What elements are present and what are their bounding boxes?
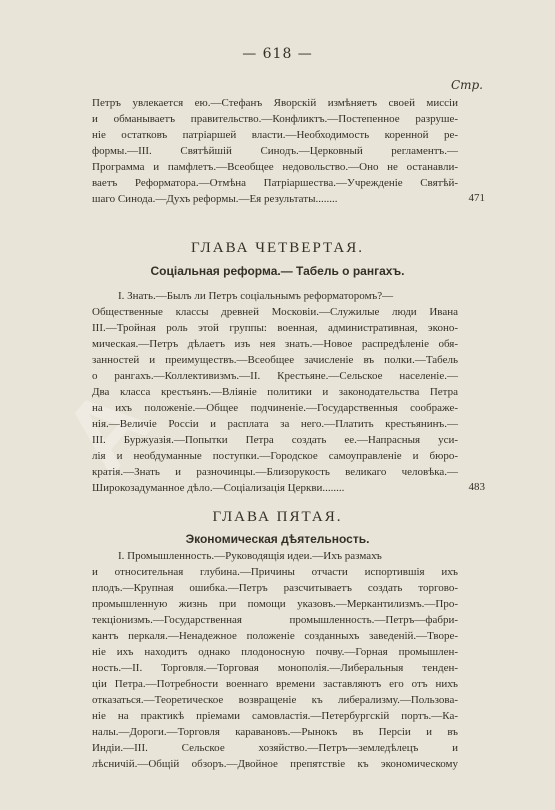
text-line: I. Знать.—Былъ ли Петръ соціальнымъ реформаторомъ?— bbox=[118, 290, 394, 302]
text-line: лія и необдуманные поступки.—Городское самоуправленіе и бюро- bbox=[92, 450, 458, 462]
text-line: Два класса крестьянъ.—Вліяніе политики и законодательства Петра bbox=[92, 386, 458, 398]
text-line: Широкозадуманное дѣло.—Соціализація Церкви........ bbox=[92, 482, 345, 494]
text-line: кратія.—Знать и разночинцы.—Близорукость великаго человѣка.— bbox=[92, 466, 458, 478]
text-line: нія.—Величіе Россіи и расплата за него.—Платить крестьянинъ.— bbox=[92, 418, 458, 430]
text-line: Индіи.—III. Сельское хозяйство.—Петръ—земледѣлецъ и bbox=[92, 742, 458, 754]
text-line: формы.—III. Святѣйшій Синодъ.—Церковный регламентъ.— bbox=[92, 145, 458, 157]
text-line: III.—Тройная роль этой группы: военная, административная, эконо- bbox=[92, 322, 458, 334]
text-line: Программа и памфлетъ.—Всеобщее недовольство.—Оно не останавли- bbox=[92, 161, 458, 173]
watermark: A bbox=[40, 362, 176, 493]
text-line: налы.—Дороги.—Торговля каравановъ.—Рынокъ въ Персіи и въ bbox=[92, 726, 458, 738]
text-line: и обманываетъ правительство.—Конфликтъ.—Постепенное разруше- bbox=[92, 113, 458, 125]
page-reference: 483 bbox=[468, 481, 485, 493]
text-line: плодъ.—Крупная ошибка.—Петръ разсчитываетъ создать торгово- bbox=[92, 582, 458, 594]
chapter-subtitle: Соціальная реформа.— Табель о рангахъ. bbox=[150, 264, 405, 278]
page-number: — 618 — bbox=[242, 46, 313, 62]
text-line: III. Буржуазія.—Попытки Петра создать ее.—Напрасныя уси- bbox=[92, 434, 458, 446]
text-line: и относительная глубина.—Причины отчасти испортившія ихъ bbox=[92, 566, 458, 578]
chapter-title: ГЛАВА ЧЕТВЕРТАЯ. bbox=[191, 240, 364, 256]
text-line: занностей и преимуществъ.—Всеобщее зачисленіе въ полки.—Табель bbox=[92, 354, 458, 366]
text-line: ціи Петра.—Потребности военнаго времени заставляютъ его отъ нихъ bbox=[92, 678, 458, 690]
text-line: I. Промышленность.—Руководящія идеи.—Ихъ размахъ bbox=[118, 550, 382, 562]
text-line: о рангахъ.—Коллективизмъ.—II. Крестьяне.—Сельское населеніе.— bbox=[92, 370, 458, 382]
text-line: отказаться.—Теоретическое возвращеніе къ либерализму.—Пользова- bbox=[92, 694, 458, 706]
text-line: ніе ихъ находитъ однако плодоносную почву.—Горная промышлен- bbox=[92, 646, 458, 658]
text-line: Общественные классы древней Московіи.—Служилые люди Ивана bbox=[92, 306, 458, 318]
text-line: текціонизмъ.—Государственная промышленность.—Петръ—фабри- bbox=[92, 614, 458, 626]
text-line: промышленную жизнь при помощи указовъ.—Меркантилизмъ.—Про- bbox=[92, 598, 458, 610]
text-line: шаго Синода.—Духъ реформы.—Ея результаты........ bbox=[92, 193, 338, 205]
chapter-title: ГЛАВА ПЯТАЯ. bbox=[212, 509, 343, 525]
text-line: Петръ увлекается ею.—Стефанъ Яворскій измѣняетъ своей миссіи bbox=[92, 97, 458, 109]
text-line: ніе на практикѣ пріемами самовластія.—Петербургскій портъ.—Ка- bbox=[92, 710, 458, 722]
text-line: на ихъ положеніе.—Общее подчиненіе.—Государственныя соображе- bbox=[92, 402, 458, 414]
text-line: ніе остатковъ патріаршей власти.—Необходимость коренной ре- bbox=[92, 129, 458, 141]
page-reference: 471 bbox=[468, 192, 485, 204]
text-line: кантъ перкаля.—Ненадежное положеніе созданныхъ заведеній.—Творе- bbox=[92, 630, 458, 642]
text-line: лѣсничій.—Общій обзоръ.—Двойное препятствіе къ экономическому bbox=[92, 758, 458, 770]
text-line: ваетъ Реформатора.—Отмѣна Патріаршества.—Учрежденіе Святѣй- bbox=[92, 177, 458, 189]
text-line: мическая.—Петръ дѣлаетъ изъ нея знать.—Новое распредѣленіе обя- bbox=[92, 338, 458, 350]
column-header-page: Стр. bbox=[450, 78, 483, 92]
chapter-subtitle: Экономическая дѣятельность. bbox=[185, 532, 370, 546]
text-line: ность.—II. Торговля.—Торговая монополія.—Либеральныя тенден- bbox=[92, 662, 458, 674]
